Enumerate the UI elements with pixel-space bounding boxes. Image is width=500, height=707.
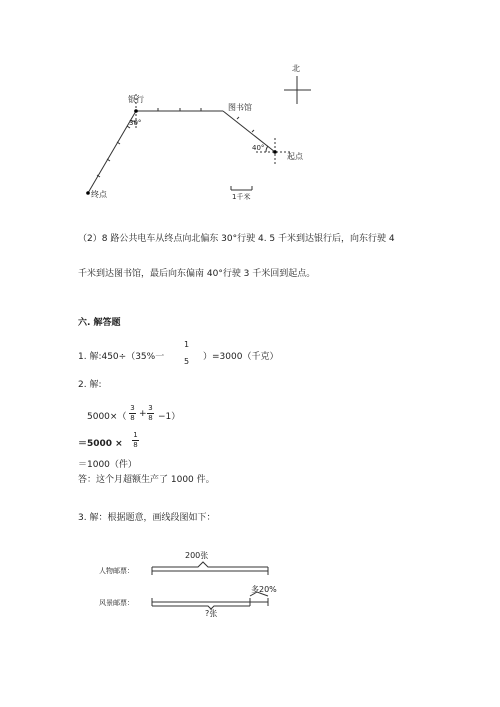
- angle-start-label: 40°: [252, 144, 265, 152]
- q2-minus-one: −1）: [158, 412, 181, 422]
- angle-bank-label: 30°: [129, 119, 142, 127]
- bank-label: 银行: [128, 95, 144, 104]
- q3-label: 3. 解：根据题意，画线段图如下：: [78, 513, 216, 523]
- q2-expr-prefix: 5000×（: [87, 412, 127, 422]
- start-point: [273, 150, 277, 154]
- q2-label: 2. 解:: [78, 380, 102, 390]
- route-library-to-start: [223, 111, 275, 152]
- end-label: 终点: [91, 190, 107, 199]
- q1-frac-bar: [182, 350, 191, 357]
- row2-label: 风景邮票：: [99, 599, 134, 607]
- row2-brace-bottom: [152, 606, 250, 609]
- q2-frac1: [129, 405, 136, 422]
- scale-label: 1千米: [232, 193, 251, 201]
- q1-frac-num: 1: [183, 340, 190, 349]
- q2-frac3: [132, 432, 139, 449]
- q2-frac1-den: 8: [130, 414, 135, 422]
- q2-line3: ＝1000（件）: [78, 460, 137, 470]
- row1-top-label: 200张: [185, 551, 209, 560]
- q2-answer: 答：这个月超额生产了 1000 件。: [78, 475, 215, 485]
- bank-point: [134, 109, 138, 113]
- q2-frac3-num: 1: [133, 431, 138, 439]
- section-title: 六. 解答题: [78, 318, 121, 328]
- q2-line2-prefix: ＝5000 ×: [78, 439, 123, 449]
- q1-suffix: ）=3000（千克）: [203, 352, 279, 362]
- route-text-line1: （2）8 路公共电车从终点向北偏东 30°行驶 4. 5 千米到达银行后，向东行驶 4: [78, 234, 395, 244]
- row2-bottom-label: ?张: [205, 609, 218, 618]
- route-text-line2: 千米到达图书馆，最后向东偏南 40°行驶 3 千米回到起点。: [78, 269, 316, 279]
- q2-frac2-num: 3: [148, 404, 153, 412]
- q2-frac2: [147, 405, 154, 422]
- row1-brace: [152, 562, 268, 567]
- q1-fraction: [182, 341, 191, 366]
- q2-plus: +: [139, 409, 147, 419]
- q1-frac-den: 5: [183, 357, 190, 366]
- q2-frac3-den: 8: [133, 441, 138, 449]
- row2-top-label: 多20%: [251, 585, 277, 594]
- end-point: [86, 191, 90, 195]
- q2-frac1-num: 3: [130, 404, 135, 412]
- start-label: 起点: [287, 152, 303, 161]
- row1-label: 人物邮票：: [99, 567, 134, 575]
- north-label: 北: [292, 64, 300, 73]
- library-label: 图书馆: [228, 103, 252, 112]
- q1-prefix: 1. 解:450÷（35%一: [78, 352, 165, 362]
- q2-frac2-den: 8: [148, 414, 153, 422]
